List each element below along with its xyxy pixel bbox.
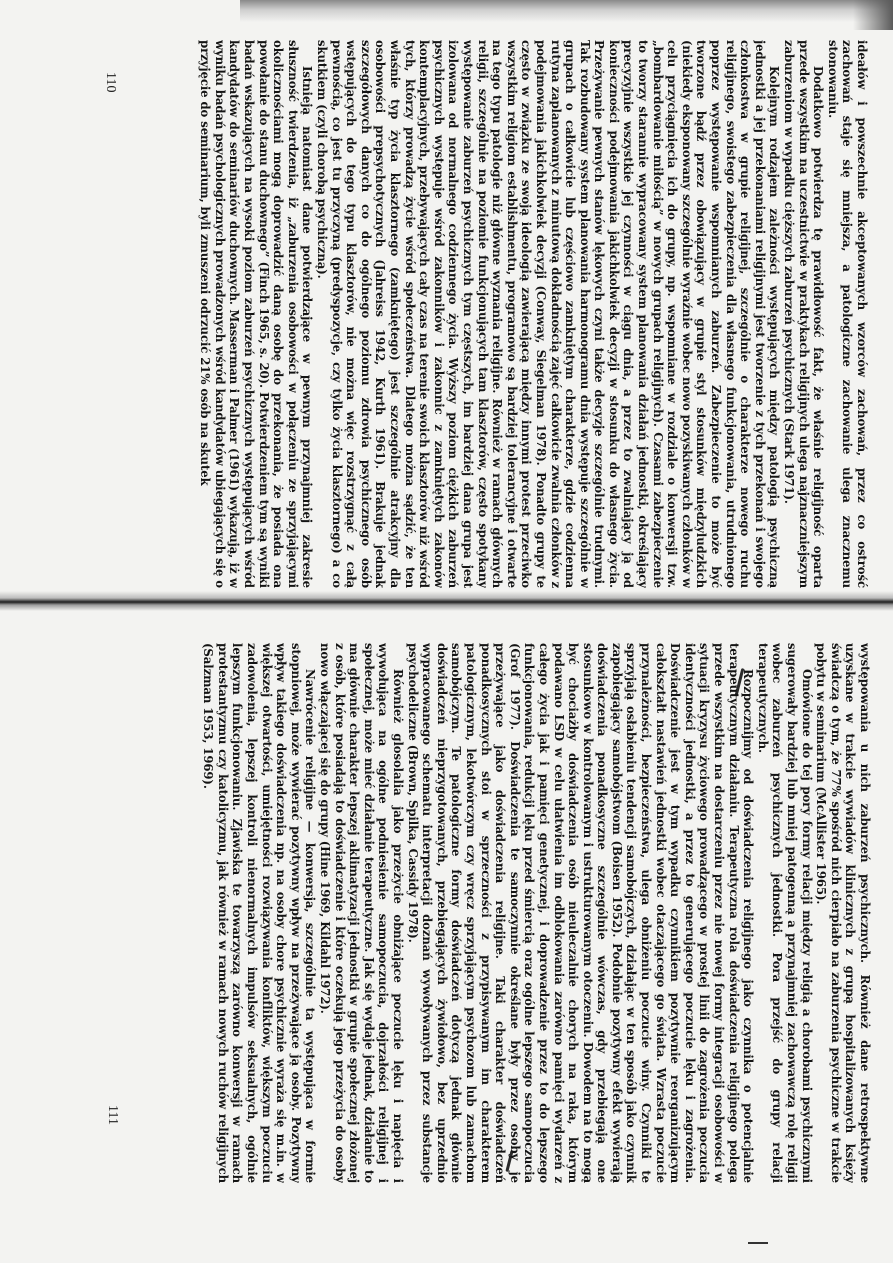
scan-mark — [748, 1242, 768, 1244]
paragraph: Również glosolalia jako przeżycie obniżające poczucie lęku i napięcia i wywołująca na ogólne podniesienie samopoczucia, dojrzałości religijnej i społecznej, może mieć działanie terapeutyczne. Jak się wydaje jednak, działanie to ma głównie charakter lepszej aklimatyzacji jednostki w grupie społecznej złożonej z osób, które posiadają to doświadczenie i które oczekują jego przeżycia do osoby nowo włączającej się do grupy (Hine 1969, Kildahl 1972). — [318, 643, 405, 1183]
page-111 — [82, 643, 872, 1183]
paragraph: Dodatkowo potwierdza tę prawidłowość fakt, że właśnie religijność oparta przede wszystkim na uczestnictwie w praktykach religijnych ulega najznaczniejszym zaburzeniom w wypadku cięższych zaburzeń psychicznych (Stark 1971). — [782, 40, 826, 588]
paragraph: ideałów i powszechnie akceptowanych wzorców zachowań, przez co ostrość zachowań staje się mniejsza, a patologiczne zachowanie ulega znacznemu stonowaniu. — [825, 40, 869, 588]
paragraph: występowania u nich zaburzeń psychicznych. Również dane retrospektywne uzyskane w trakcie wywiadów klinicznych z grupą hospitalizowanych księży świadczą o tym, że 77% spośród nich cierpiało na zaburzenia psychiczne w trakcie pobytu w seminarium (McAllister 1965). — [814, 643, 872, 1183]
page-111-body — [82, 643, 872, 1183]
paragraph: Kolejnym rodzajem zależności występujących między patologią psychiczną jednostki a jej przekonaniami religijnymi jest tworzenie z tych przekonań i swojego członkostwa w grupie religijnej, szczególnie o charakterze nowego ruchu religijnego, swoistego zabezpieczenia dla własnego funkcjonowania, utrudnionego poprzez występowanie wspomnianych zaburzeń. Zabezpieczenie to może być tworzone bądź przez obowiązujący w grupie styl stosunków międzyludzkich (niekiedy eksponowany szczególnie wyraźnie wobec nowo pozyskiwanych członków w celu przyciągnięcia ich do grupy, np. wspomniane w rozdziale o konwersji tzw. „bombardowanie miłością” w nowych grupach religijnych). Czasami zabezpieczenie to tworzy starannie wypracowany system planowania działań jednostki, określający precyzyjnie wszystkie jej czynności w ciągu dnia, a przez to zwalniający ją od konieczności podejmowania jakichkolwiek decyzji w stosunku do własnego życia. Przeżywanie pewnych stanów lękowych czyni także decyzje szczególnie trudnymi. Tak rozbudowany system planowania harmonogramu dnia występuje szczególnie w grupach o całkowicie lub częściowo zamkniętym charakterze, gdzie codzienna rutyna zaplanowanych z minutową dokładnością zajęć całkowicie zwalnia członków z podejmowania jakichkolwiek decyzji (Conway, Siegelman 1978). Ponadto grupy te często w związku ze swoją ideologią zawierającą między innymi protest przeciwko wszystkim religiom establishmentu, programowo są bardziej tolerancyjne i otwarte na tego typu patologie niż główne wyznania religijne. Również w ramach głównych religii, szczególnie na poziomie funkcjonujących tam klasztorów, często spotykany występowanie zaburzeń psychicznych tym częstszych, im bardziej dana grupa jest izolowana od normalnego codziennego życia. Wyższy poziom ciężkich zaburzeń psychicznych występuje wśród zakonników i zakonnic z zamkniętych zakonów kontemplacyjnych, przebywających cały czas na terenie swoich klasztorów niż wśród tych, którzy prowadzą życie wśród społeczeństwa. Dlatego można sądzić, że ten właśnie typ życia klasztornego (zamkniętego) jest szczególnie atrakcyjny dla osobowości prepsychotycznych (Jahreiss 1942, Kurth 1961). Brakuje jednak szczegółowych danych co do ogólnego poziomu zdrowia psychicznego osób wstępujących do tego typu klasztorów, nie można więc rozstrzygnąć z całą pewnością, co jest tu przyczyną (predyspozycje, czy tylko życia klasztornego) a co skutkiem (czyli chorobą psychiczną). — [315, 40, 782, 588]
page-number: 110 — [103, 72, 118, 93]
paragraph: Nawrócenie religijne — konwersja, szczególnie ta występująca w formie stopniowej, może wywierać pozytywny wpływ na przeżywające ją osoby. Pozytywny wpływ takiego doświadczenia np. na osoby chore psychicznie wyraża się m.in. w większej otwartości, umiejętności rozwiązywania konfliktów, większym poczuciu zadowolenia, lepszej kontroli nienormalnych impulsów seksualnych, ogólnie lepszym funkcjonowaniu. Zjawiska te towarzyszą zarówno konwersji w ramach protestantyzmu czy katolicyzmu, jak również w ramach nowych ruchów religijnych (Salzman 1953, 1969). — [201, 643, 318, 1183]
paragraph: Istnieją natomiast dane potwierdzające w pewnym przynajmniej zakresie słuszność twierdzenia, iż „zaburzenia osobowości w połączeniu ze sprzyjającymi okolicznościami mogą doprowadzić daną osobę do przekonania, że posiada ona powołanie do stanu duchownego” (Finch 1965, s. 20). Potwierdzeniem tym są wyniki badań wskazujących na wysoki poziom zaburzeń psychicznych występujących wśród kandydatów do seminariów duchownych. Masserman i Palmer (1961) wykazują, iż w wyniku badań psychologicznych prowadzonych wśród kandydatów ubiegających się o przyjęcie do seminarium, byli zmuszeni odrzucić 21% osób na skutek — [198, 40, 315, 588]
paragraph: Rozpocznijmy od doświadczenia religijnego jako czynnika o potencjalnie terapeutycznym działaniu. Terapeutyczna rola doświadczenia religijnego polega przede wszystkim na dostarczeniu przez nie nowej formy integracji osobowości w sytuacji kryzysu życiowego prowadzącego w prostej linii do zagrożenia poczucia identyczności jednostki, a przez to generującego poczucie lęku i zagrożenia. Doświadczenie jest w tym wypadku czynnikiem pozytywnie reorganizującym całokształt nastawień jednostki wobec otaczającego go świata. Wzrasta poczucie przynależności, bezpieczeństwa, ulega obniżeniu poczucie winy. Czynniki te sprzyjają osłabieniu tendencji samobójczych, działając w ten sposób jako czynnik zapobiegający samobójstwom (Boisen 1952). Podobnie pozytywny efekt wywierają doświadczenia ponadkosyczne szczególnie wówczas, gdy przebiegają one stosunkowo w kontrolowanym i ustrukturowanym otoczeniu. Dowodem na to mogą być chociażby doświadczenia osób nieuleczalnie chorych na raka, którym podawano LSD w celu ułatwienia im odblokowania zarówno pamięci wydarzeń z całego życia jak i pamięci genetycznej, i doprowadzenie przez to do lepszego funkcjonowania, redukcji lęku przed śmiercią oraz ogólne lepszego samopoczucia (Grof 1977). Doświadczenia te samoczynnie określane były przez osoby je przeżywające jako doświadczenia religijne. Taki charakter doświadczeń ponadkosycznych stoi w sprzeczności z przypisywanym im charakterem patologicznym, lekotwórczym czy wręcz sprzyjającym psychozom lub zamachom samobójczym. Te patologiczne formy doświadczeń dotyczą jednak głównie doświadczeń nieprzygotowanych, przebiegających żywiołowo, bez uprzednio wypracowanego schematu interpretacji doznań wywoływanych przez substancje psychodeliczne (Brown, Spilka, Cassidy 1978). — [405, 643, 756, 1183]
page-110-body — [74, 40, 869, 588]
page-fold-line — [0, 591, 893, 611]
paragraph: Omówione do tej pory formy relacji między religią a chorobami psychicznymi sugerowały bardziej lub mniej patogenną a przynajmniej zachowawczą rolę religii wobec zaburzeń psychicznych jednostki. Pora przejść do grupy relacji terapeutycznych. — [755, 643, 814, 1183]
page-number: 111 — [105, 1105, 120, 1125]
page-110 — [74, 40, 869, 588]
scan-edge-corner — [853, 0, 893, 30]
scan-edge-top — [240, 0, 893, 22]
